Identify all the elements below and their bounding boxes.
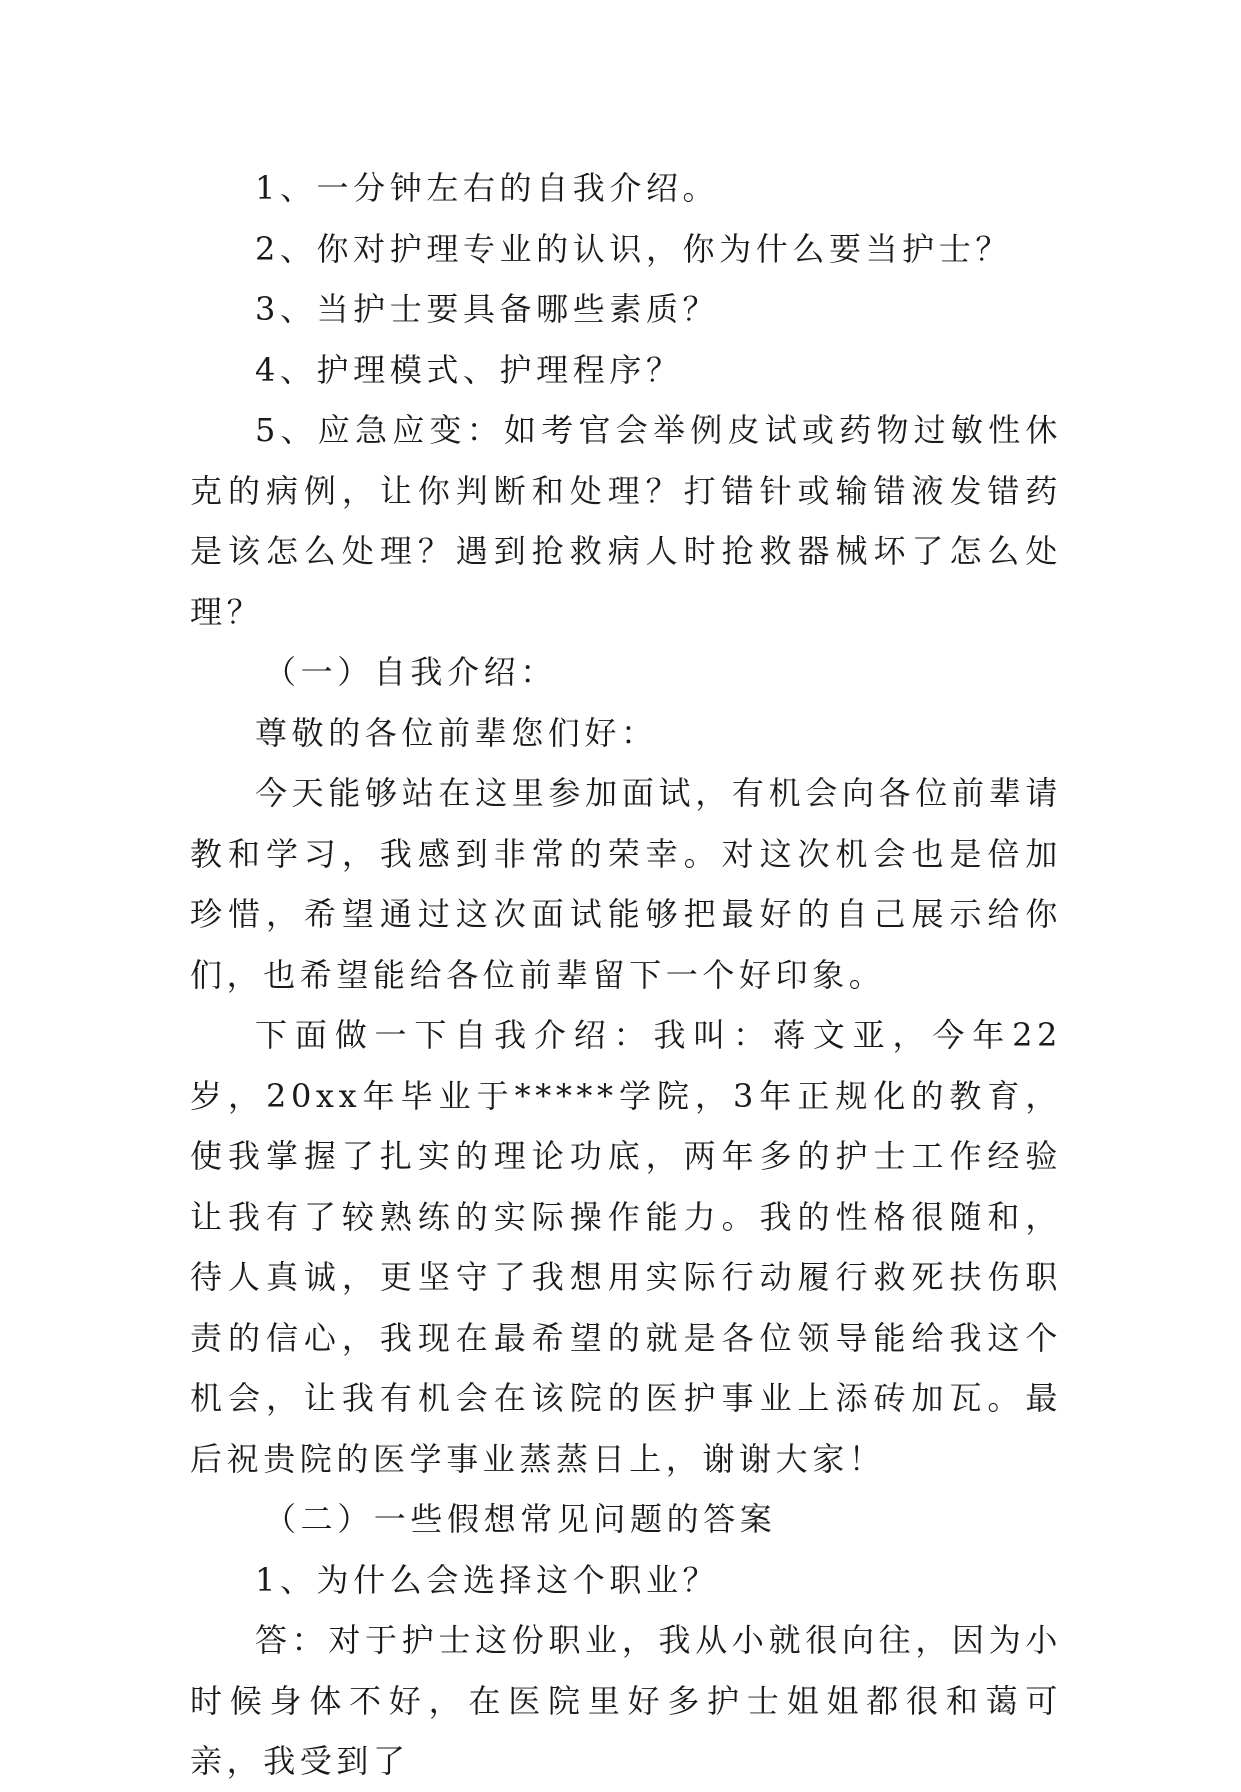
greeting-paragraph: 尊敬的各位前辈您们好： — [255, 713, 658, 752]
question-self-intro: 1、一分钟左右的自我介绍。 — [255, 169, 720, 207]
question-why-career: 1、为什么会选择这个职业？ — [255, 1560, 720, 1599]
document-body — [190, 158, 1062, 1792]
section-heading-answers: （二）一些假想常见问题的答案 — [264, 1500, 777, 1538]
question-nurse-qualities: 3、当护士要具备哪些素质？ — [255, 290, 720, 328]
question-nursing-understanding: 2、你对护理专业的认识，你为什么要当护士？ — [255, 229, 1012, 268]
question-nursing-model: 4、护理模式、护理程序？ — [255, 350, 683, 389]
intro-paragraph: 今天能够站在这里参加面试，有机会向各位前辈请教和学习，我感到非常的荣幸。对这次机会也是倍加珍惜，希望通过这次面试能够把最好的自己展示给你们，也希望能给各位前辈留下一个好印象。 — [190, 774, 1062, 994]
self-introduction-paragraph: 下面做一下自我介绍：我叫：蒋文亚，今年22岁，20xx年毕业于*****学院，3年正规化的教育，使我掌握了扎实的理论功底，两年多的护士工作经验让我有了较熟练的实际操作能力。我的性格很随和，待人真诚，更坚守了我想用实际行动履行救死扶伤职责的信心，我现在最希望的就是各位领导能给我这个机会，让我有机会在该院的医护事业上添砖加瓦。最后祝贵院的医学事业蒸蒸日上，谢谢大家！ — [190, 1016, 1062, 1478]
question-emergency-response: 5、应急应变：如考官会举例皮试或药物过敏性休克的病例，让你判断和处理？打错针或输错液发错药是该怎么处理？遇到抢救病人时抢救器械坏了怎么处理？ — [190, 411, 1062, 631]
section-heading-self-intro: （一）自我介绍： — [264, 653, 557, 691]
answer-paragraph: 答：对于护士这份职业，我从小就很向往，因为小时候身体不好，在医院里好多护士姐姐都很和蔼可亲，我受到了 — [190, 1621, 1062, 1780]
